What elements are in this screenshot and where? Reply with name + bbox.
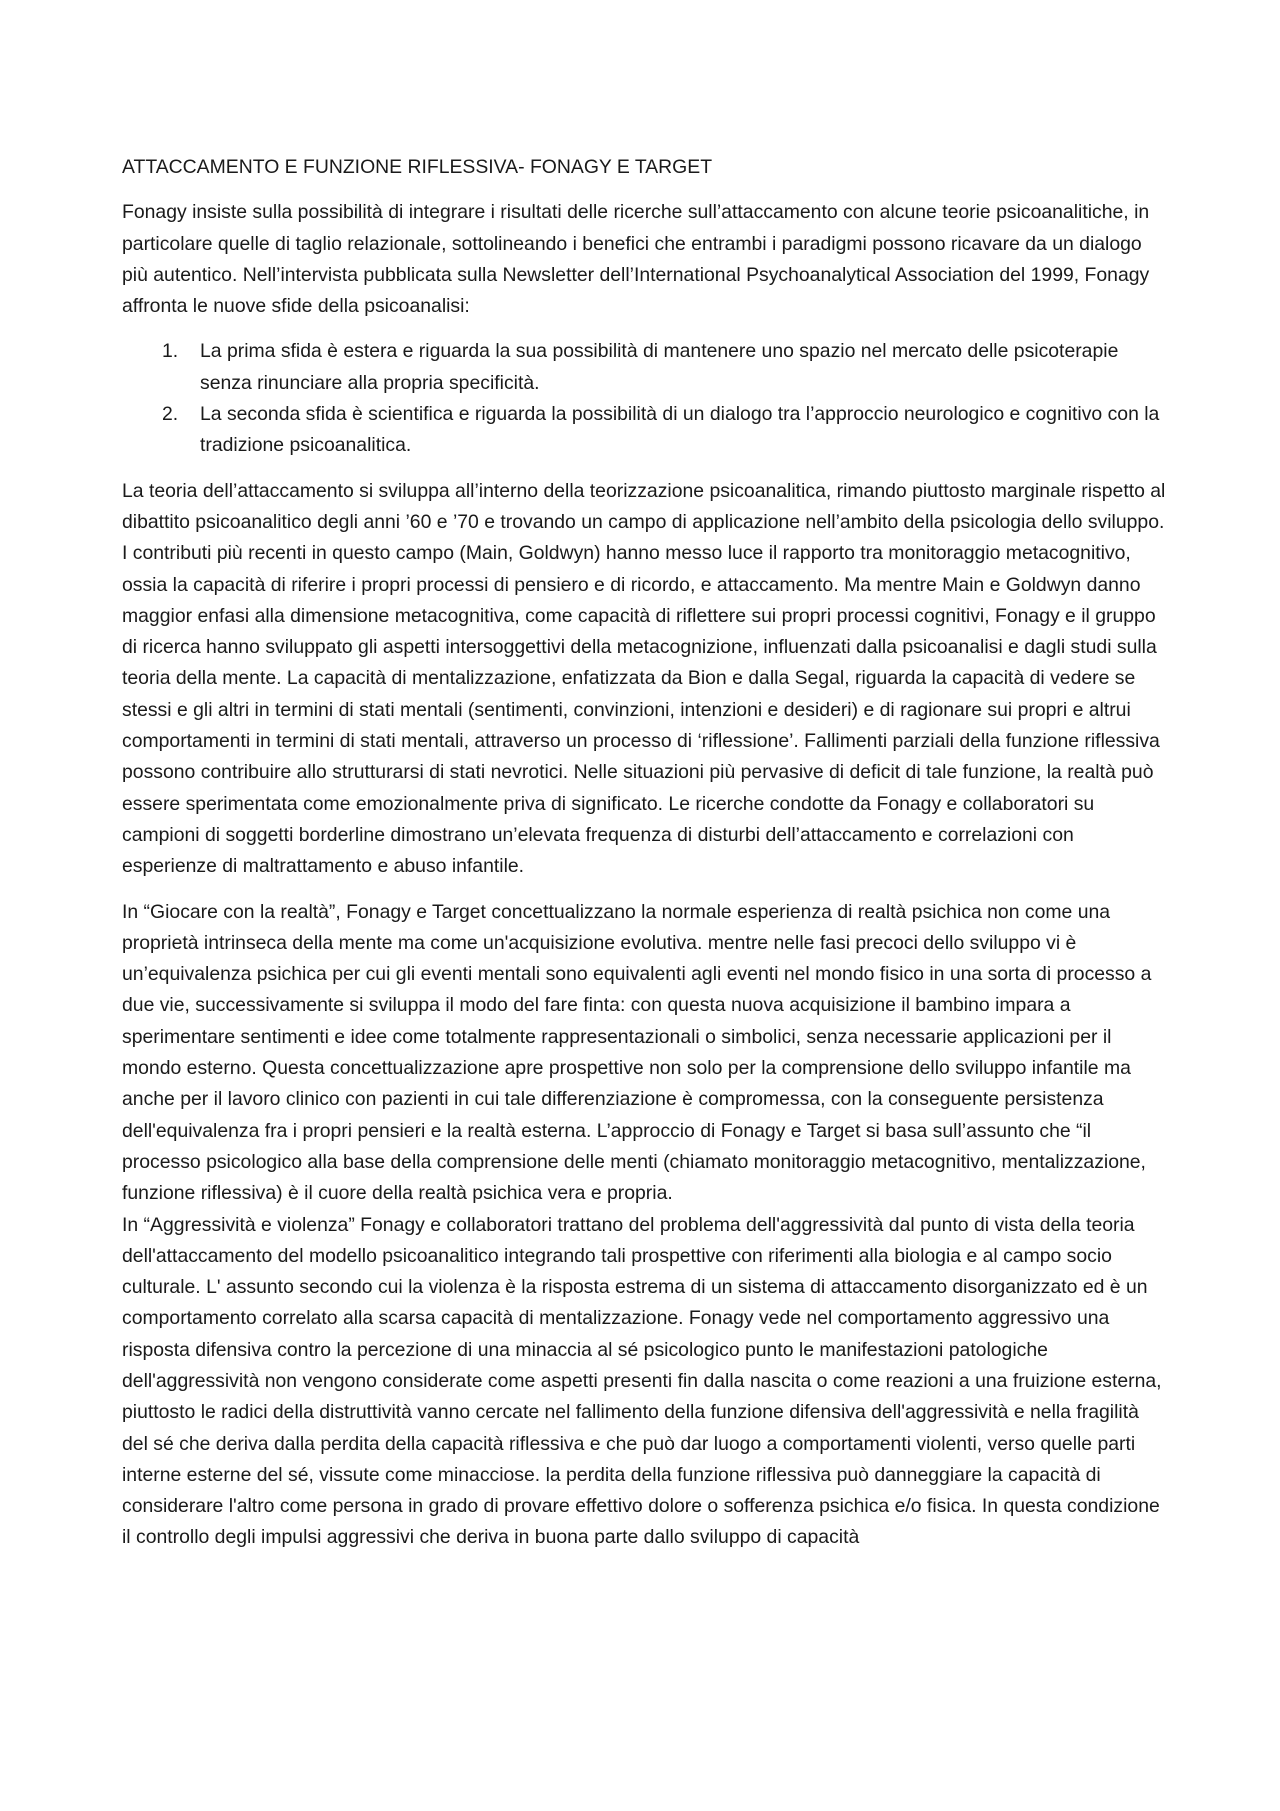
list-item-number: 1. bbox=[162, 340, 179, 363]
list-item bbox=[162, 336, 1167, 399]
list-item-text: La prima sfida è estera e riguarda la sua possibilità di mantenere uno spazio nel mercato delle psicoterapie senza rinunciare alla propria specificità. bbox=[200, 340, 1119, 394]
document-page bbox=[122, 152, 1167, 1554]
list-item bbox=[162, 399, 1167, 462]
attachment-theory-paragraph: La teoria dell’attaccamento si sviluppa all’interno della teorizzazione psicoanalitica, rimando piuttosto marginale rispetto al dibattito psicoanalitico degli anni ’60 e ’70 e trovando un campo di applicazione nell’ambito della psicologia dello sviluppo. I contributi più recenti in questo campo (Main, Goldwyn) hanno messo luce il rapporto tra monitoraggio metacognitivo, ossia la capacità di riferire i propri processi di pensiero e di ricordo, e attaccamento. Ma mentre Main e Goldwyn danno maggior enfasi alla dimensione metacognitiva, come capacità di riflettere sui propri processi cognitivi, Fonagy e il gruppo di ricerca hanno sviluppato gli aspetti intersoggettivi della metacognizione, influenzati dalla psicoanalisi e dagli studi sulla teoria della mente. La capacità di mentalizzazione, enfatizzata da Bion e dalla Segal, riguarda la capacità di vedere se stessi e gli altri in termini di stati mentali (sentimenti, convinzioni, intenzioni e desideri) e di ragionare sui propri e altrui comportamenti in termini di stati mentali, attraverso un processo di ‘riflessione’. Fallimenti parziali della funzione riflessiva possono contribuire allo strutturarsi di stati nevrotici. Nelle situazioni più pervasive di deficit di tale funzione, la realtà può essere sperimentata come emozionalmente priva di significato. Le ricerche condotte da Fonagy e collaboratori su campioni di soggetti borderline dimostrano un’elevata frequenza di disturbi dell’attaccamento e correlazioni con esperienze di maltrattamento e abuso infantile. bbox=[122, 479, 1166, 878]
challenges-list bbox=[122, 336, 1167, 461]
document-title: ATTACCAMENTO E FUNZIONE RIFLESSIVA- FONAGY E TARGET bbox=[122, 156, 713, 178]
intro-paragraph: Fonagy insiste sulla possibilità di integrare i risultati delle ricerche sull’attaccamento con alcune teorie psicoanalitiche, in particolare quelle di taglio relazionale, sottolineando i benefici che entrambi i paradigmi possono ricavare da un dialogo più autentico. Nell’intervista pubblicata sulla Newsletter dell’International Psychoanalytical Association del 1999, Fonagy affronta le nuove sfide della psicoanalisi: bbox=[122, 201, 1150, 318]
list-item-text: La seconda sfida è scientifica e riguarda la possibilità di un dialogo tra l’approccio neurologico e cognitivo con la tradizione psicoanalitica. bbox=[200, 403, 1160, 457]
list-item-number: 2. bbox=[162, 403, 179, 426]
playing-with-reality-paragraph: In “Giocare con la realtà”, Fonagy e Target concettualizzano la normale esperienza di realtà psichica non come una proprietà intrinseca della mente ma come un'acquisizione evolutiva. mentre nelle fasi precoci dello sviluppo vi è un’equivalenza psichica per cui gli eventi mentali sono equivalenti agli eventi nel mondo fisico in una sorta di processo a due vie, successivamente si sviluppa il modo del fare finta: con questa nuova acquisizione il bambino impara a sperimentare sentimenti e idee come totalmente rappresentazionali o simbolici, senza necessarie applicazioni per il mondo esterno. Questa concettualizzazione apre prospettive non solo per la comprensione dello sviluppo infantile ma anche per il lavoro clinico con pazienti in cui tale differenziazione è compromessa, con la conseguente persistenza dell'equivalenza fra i propri pensieri e la realtà esterna. L’approccio di Fonagy e Target si basa sull’assunto che “il processo psicologico alla base della comprensione delle menti (chiamato monitoraggio metacognitivo, mentalizzazione, funzione riflessiva) è il cuore della realtà psichica vera e propria. bbox=[122, 900, 1152, 1205]
aggression-violence-paragraph: In “Aggressività e violenza” Fonagy e collaboratori trattano del problema dell'aggressività dal punto di vista della teoria dell'attaccamento del modello psicoanalitico integrando tali prospettive con riferimenti alla biologia e al campo socio culturale. L' assunto secondo cui la violenza è la risposta estrema di un sistema di attaccamento disorganizzato ed è un comportamento correlato alla scarsa capacità di mentalizzazione. Fonagy vede nel comportamento aggressivo una risposta difensiva contro la percezione di una minaccia al sé psicologico punto le manifestazioni patologiche dell'aggressività non vengono considerate come aspetti presenti fin dalla nascita o come reazioni a una fruizione esterna, piuttosto le radici della distruttività vanno cercate nel fallimento della funzione difensiva dell'aggressività e nella fragilità del sé che deriva dalla perdita della capacità riflessiva e che può dar luogo a comportamenti violenti, verso quelle parti interne esterne del sé, vissute come minacciose. la perdita della funzione riflessiva può danneggiare la capacità di considerare l'altro come persona in grado di provare effettivo dolore o sofferenza psichica e/o fisica. In questa condizione il controllo degli impulsi aggressivi che deriva in buona parte dallo sviluppo di capacità bbox=[122, 1213, 1162, 1549]
